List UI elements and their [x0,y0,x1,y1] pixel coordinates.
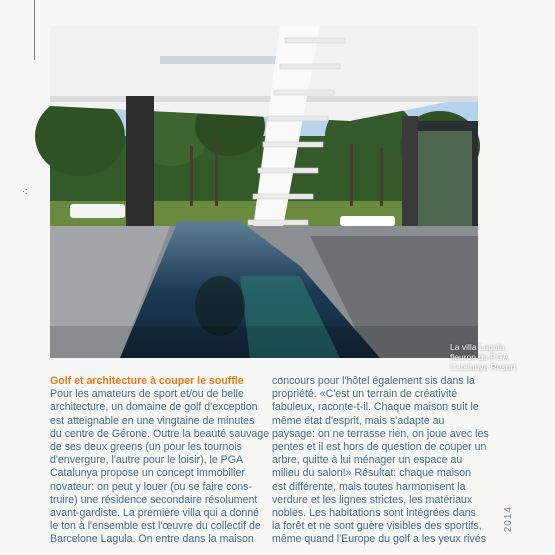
text-line: concours pour l'hôtel également sis dans la [272,375,475,387]
villa-photo [50,26,519,372]
caption-line: La villa Lagula, [450,342,507,352]
text-line: Pour les amateurs de sport et/ou de belle [50,388,244,401]
article-column-right [272,375,489,547]
text-line: même quand l'Europe du golf a les yeux rivés [272,533,487,546]
text-line: propriété. «C'est un terrain de créativité [272,388,458,401]
text-line: truire) une résidence secondaire résolument [50,493,258,506]
text-line: arbre, quitte à lui ménager un espace au [272,454,463,467]
text-line: verdure et les lignes strictes, les matériaux [272,493,473,506]
article-column-left [50,375,270,547]
villa-illustration [50,26,478,358]
text-line: même état d'esprit, mais s'adapte au [272,414,445,427]
photo-caption [450,342,524,372]
text-line: nobles. Les habitations sont intégrées dans [272,507,476,520]
text-line: paysage: on ne terrasse rien, on joue avec les [272,427,489,440]
text-line: milieu du salon!» Résultat: chaque maison [272,467,472,480]
text-line: du centre de Gérone. Outre la beauté sauvage [50,427,270,440]
text-line: pentes et il est hors de question de couper un [272,441,487,454]
text-line: architecture, un domaine de golf d'exception [50,401,258,414]
text-line: d'envergure, l'autre pour le loisir), le PGA [50,454,244,467]
text-line: avant-gardiste. La première villa qui a donné [50,507,260,520]
text-line: Catalunya propose un concept immobilier [50,467,245,480]
section-heading: Golf et architecture à couper le souffle [50,375,244,387]
caption-line: Catalunya Resort. [450,362,519,372]
text-line: Barcelone Lagula. On entre dans la maison [50,533,254,546]
text-line: est différente, mais toutes harmonisent la [272,480,466,493]
text-line: la forêt et ne sont guère visibles des sportifs, [272,520,482,533]
text-line: de ses deux greens (un pour les tournois [50,441,242,454]
text-line: novateur: on peut y louer (ou se faire cons- [50,480,252,493]
text-line: est atteignable en une vingtaine de minutes [50,414,255,427]
margin-year: 2014 [503,506,514,533]
text-line: le ton à l'ensemble est l'œuvre du collectif de [50,520,261,533]
crop-mark [34,0,35,60]
text-line: fabuleux, raconte-t-il. Chaque maison suit le [272,401,479,414]
margin-dots: ·: [22,186,28,196]
caption-line: fleuron du PGA [450,352,509,362]
